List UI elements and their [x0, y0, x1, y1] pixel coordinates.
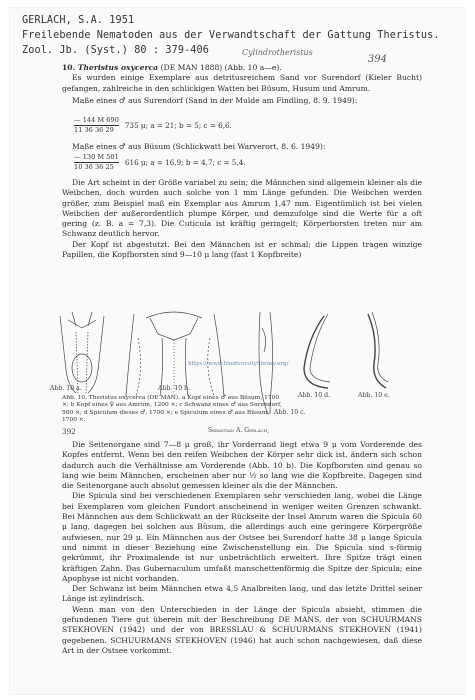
- citation-journal: Zool. Jb. (Syst.) 80 : 379-406: [22, 45, 210, 56]
- measure2-label: Maße eines ♂ aus Büsum (Schlickwatt bei Warverort, 8. 6. 1949):: [72, 142, 326, 151]
- paragraph-conclusion: Wenn man von den Unterschieden in der Länge der Spicula absieht, stimmen die gefundenen Tiere gut überein mit der Beschreibung DE MANS, der von SCHUURMANS STEKHOVEN (1942) und der von BRESSLAU & SCHUURMANS STEKHOVEN (1941) gegebenen. SCHUURMANS STEKHOVEN (1946) hat auch schon nachgewiesen, daß diese Art in der Ostsee vorkommt.: [62, 604, 422, 655]
- paragraph-spicula: Die Spicula sind bei verschiedenen Exemplaren sehr verschieden lang, wobei die Länge bei Exemplaren vom gleichen Fundort anscheinend in weniger weiten Grenzen schwankt. Bei Männchen aus dem Schlickwatt an der Rückseite der Insel Amrum waren die Spicula 60 μ lang, dagegen bei solchen aus Büsum, die allerdings auch eine geringere Körpergröße aufwiesen, nur 29 μ. Ein Männchen aus der Ostsee bei Surendorf hatte 38 μ lange Spicula und nimmt in dieser Beziehung eine Zwischenstellung ein. Die Spicula sind s-förmig gekrümmt, ihr Proximalende ist nur unbeträchtlich erweitert. Ihre Spitze trägt einen kräftigen Zahn. Das Gubernaculum umfaßt manschettenförmig die Spitze der Spicula; eine Apophyse ist nicht vorhanden.: [62, 491, 422, 583]
- printed-page-number: 392: [62, 427, 76, 436]
- paragraph-tail: Der Schwanz ist beim Männchen etwa 4,5 Analbreiten lang, und das letzte Drittel seiner Länge ist zylindrisch.: [62, 584, 422, 604]
- description-upper: [62, 178, 422, 260]
- figure-10b-label: Abb. 10 b.: [158, 385, 191, 392]
- description-lower: [62, 440, 422, 656]
- species-heading: 10. Theristus oxycerca (DE MAN 1888) (Abb. 10 a—e).: [62, 63, 282, 72]
- measure2-block: [62, 142, 422, 152]
- figure-caption: Abb. 10. Theristus oxycerca (DE MAN). a Kopf eines ♂ aus Büsum, 1700 ×; b Kopf eines ♀ aus Amrum, 1200 ×; c Schwanz eines ♂ aus Surendorf, 500 ×; d Spiculum dieses ♂, 1700 ×; e Spiculum eines ♂ aus Büsum, 1700 ×.: [62, 395, 282, 424]
- handwritten-genus-note: Cylindrotheristus: [242, 48, 313, 57]
- library-watermark: https://www.biodiversitylibrary.org/: [188, 361, 289, 367]
- paragraph-size: Die Art scheint in der Größe variabel zu sein; die Männchen sind allgemein kleiner als die Weibchen, doch wurden auch solche von 1 mm Länge gefunden. Die Weibchen werden größer, zum Beispiel maß ein Exemplar aus Amrum 1,47 mm. Eigentümlich ist bei vielen Weibchen der außerordentlich plumpe Körper, und demzufolge sind die Werte für a oft gering (z. B. a = 7,3). Die Cuticula ist kräftig geringelt; Körperborsten treten nur am Schwanz deutlich hervor.: [62, 178, 422, 239]
- measure2-formula: $\frac{— 130 M 501}{10 36 36 25}$ 616 μ; a = 16,9; b = 4,7; c = 5,4.: [74, 153, 246, 171]
- species-section: [62, 63, 422, 106]
- measure1-label: Maße eines ♂ aus Surendorf (Sand in der Mulde am Findling, 8. 9. 1949):: [72, 95, 358, 105]
- citation-title: Freilebende Nematoden aus der Verwandtschaft der Gattung Theristus.: [22, 30, 440, 41]
- paragraph-amphids: Die Seitenorgane sind 7—8 μ groß, ihr Vorderrand liegt etwa 9 μ vom Vorderende des Kopfes entfernt. Wenn bei den reifen Weibchen der Körper sehr dick ist, ändern sich schon dadurch auch die Verhältnisse am Vorderende (Abb. 10 b). Die Kopfborsten sind genau so lang wie beim Männchen, erscheinen aber nur ½ so lang wie die Kopfbreite. Dagegen sind die Seitenorgane auch absolut gemessen kleiner als die der Männchen.: [62, 440, 422, 491]
- paragraph-head: Der Kopf ist abgestutzt. Bei den Männchen ist er schmal; die Lippen tragen winzige Papillen, die Kopfborsten sind 9—10 μ lang (fast 1 Kopfbreite): [62, 239, 422, 260]
- intro-paragraph: Es wurden einige Exemplare aus detritusreichem Sand vor Surendorf (Kieler Bucht) gefangen, zahlreiche in den schlickigen Watten bei Büsum, Husum und Amrum.: [62, 73, 422, 93]
- figure-10e-label: Abb. 10 e.: [358, 392, 390, 399]
- figure-10d-label: Abb. 10 d.: [298, 392, 331, 399]
- running-author: Sebastian A. Gerlach,: [208, 427, 270, 434]
- handwritten-page-number: 394: [367, 54, 387, 65]
- citation-author-year: GERLACH, S.A. 1951: [22, 15, 135, 26]
- figure-10a-label: Abb. 10 a.: [50, 385, 82, 392]
- figure-10c-label: Abb. 10 c.: [274, 409, 306, 416]
- document-page: [10, 8, 465, 694]
- measure1-formula: $\frac{— 144 M 690}{11 36 36 29}$ 735 μ; a = 21; b = 5; c = 6,6.: [74, 116, 232, 134]
